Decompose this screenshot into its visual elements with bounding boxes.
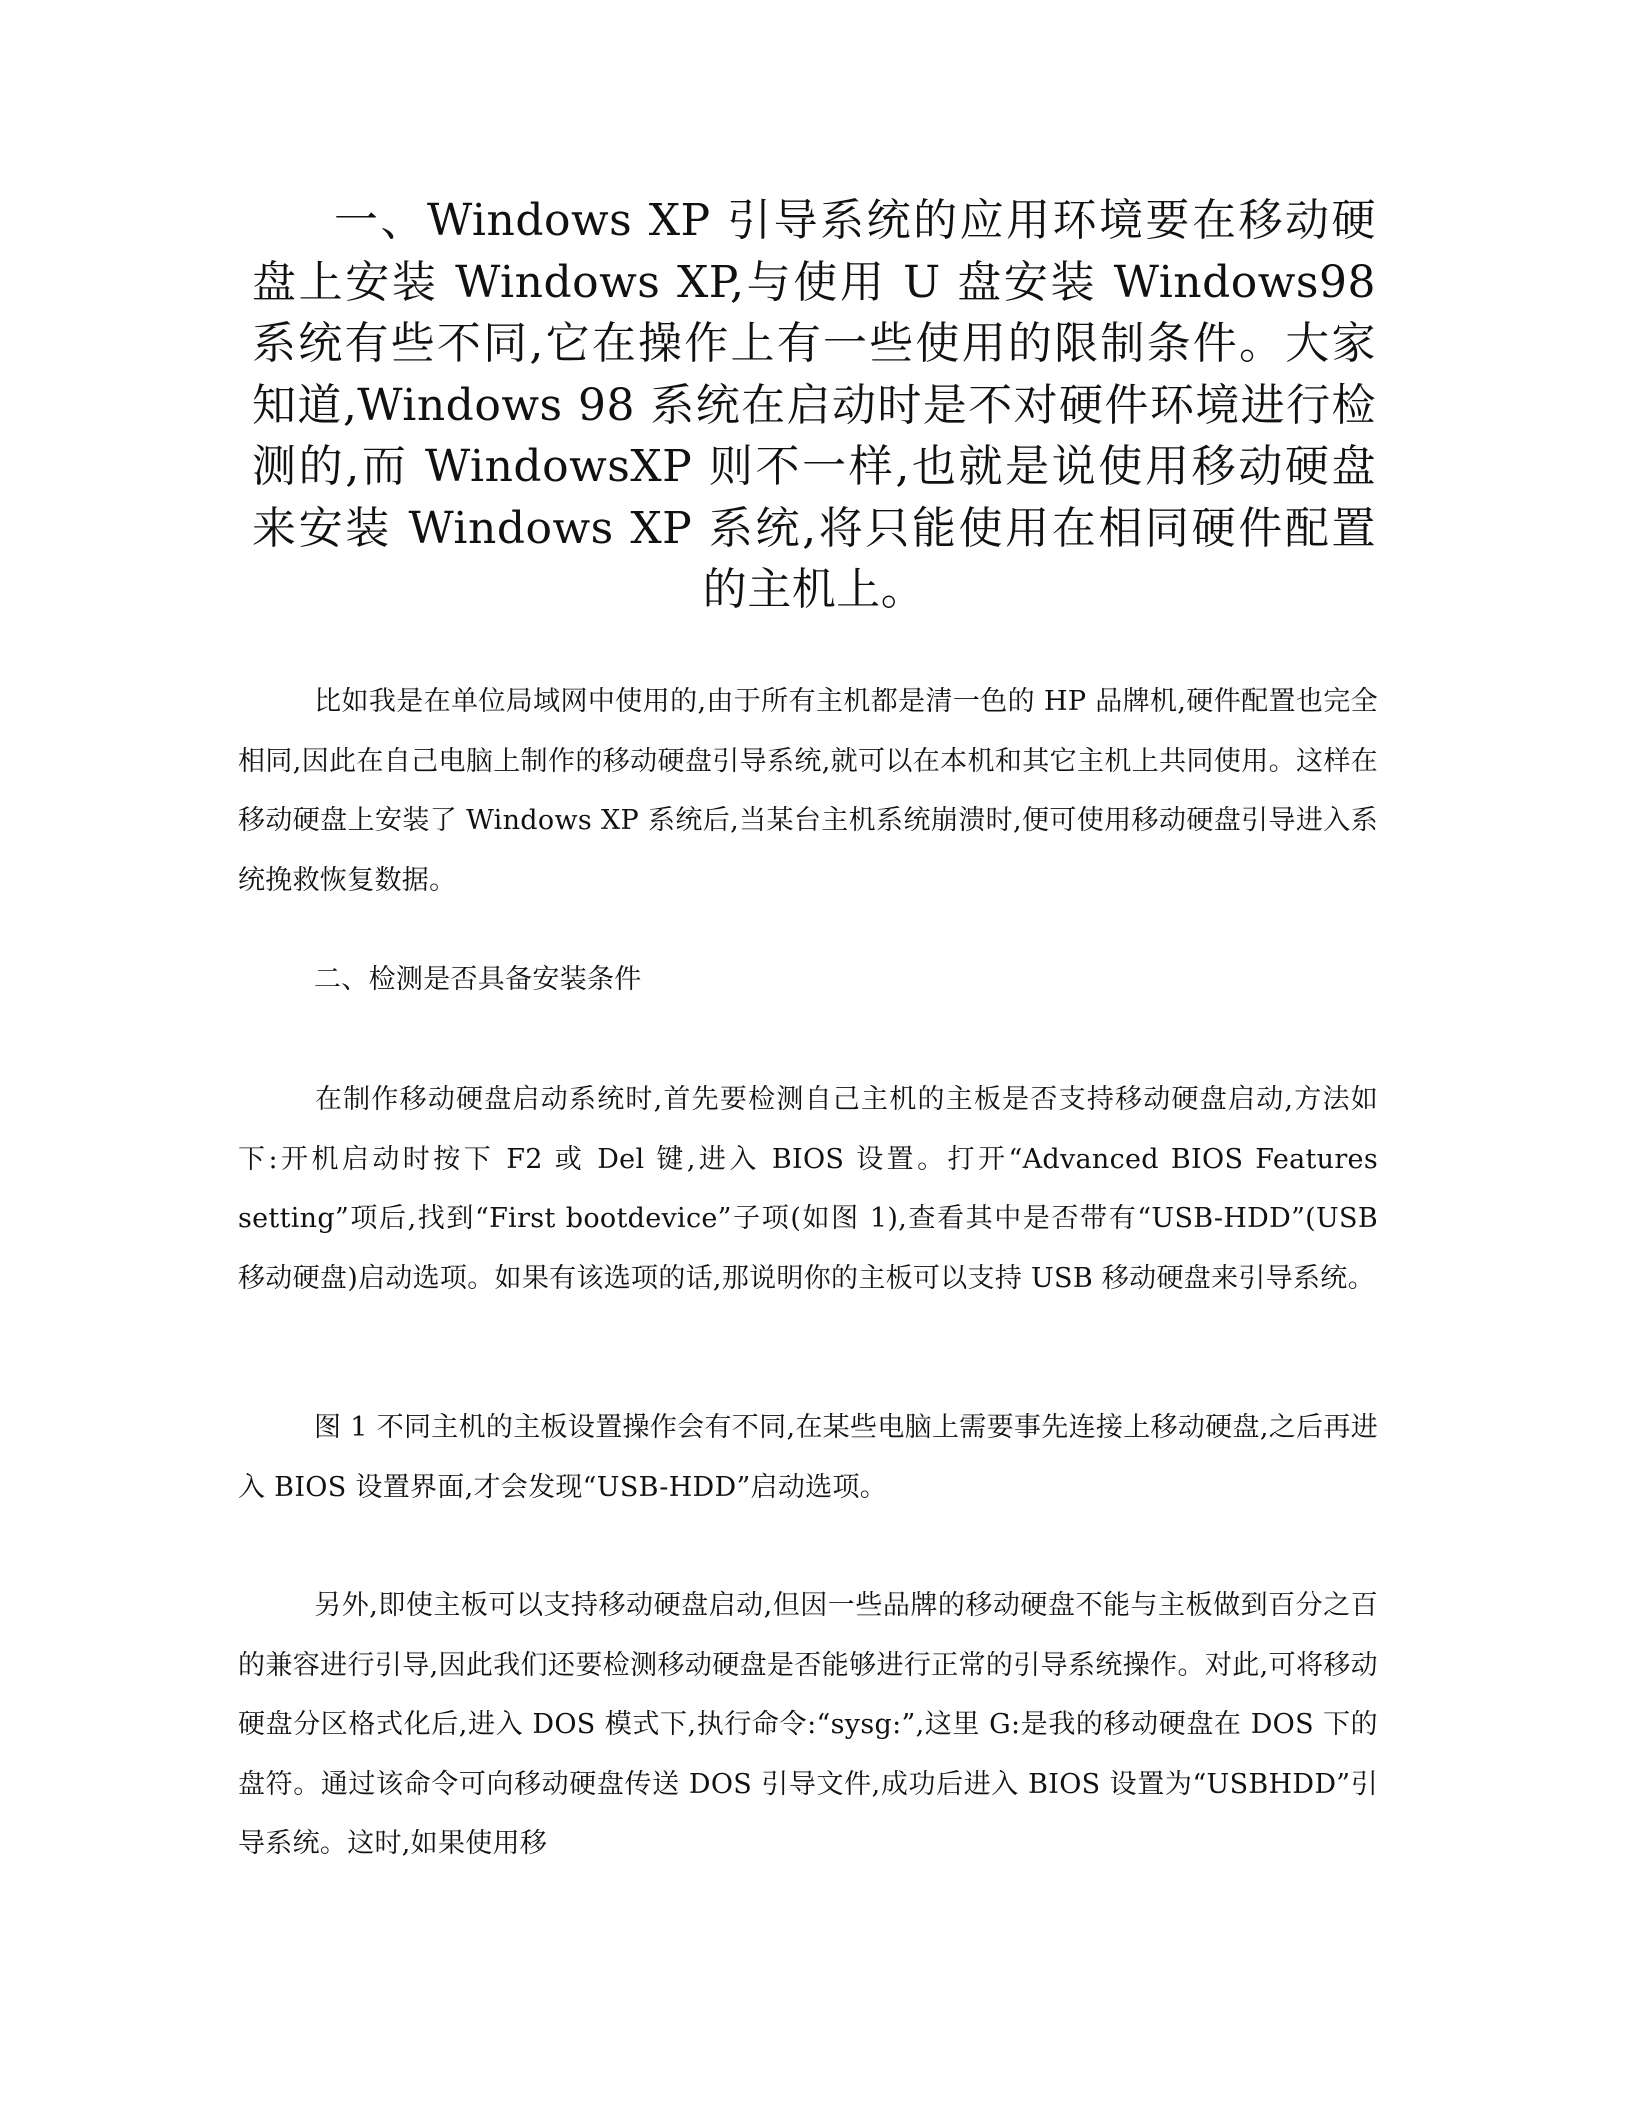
paragraph-compatibility: [238, 1576, 1378, 1874]
section-heading-2: [238, 950, 1378, 1010]
paragraph-text: 在制作移动硬盘启动系统时,首先要检测自己主机的主板是否支持移动硬盘启动,方法如下:开机启动时按下 F2 或 Del 键,进入 BIOS 设置。打开“Advanced BIOS Features setting”项后,找到“First bootdevice”子项(如图 1),查看其中是否带有“USB-HDD”(USB 移动硬盘)启动选项。如果有该选项的话,那说明你的主板可以支持 USB 移动硬盘来引导系统。: [238, 1084, 1378, 1294]
paragraph-intro: [238, 672, 1378, 910]
paragraph-figure-caption: [238, 1398, 1378, 1517]
document-title: [252, 190, 1376, 621]
paragraph-text: 图 1 不同主机的主板设置操作会有不同,在某些电脑上需要事先连接上移动硬盘,之后再进入 BIOS 设置界面,才会发现“USB-HDD”启动选项。: [238, 1412, 1378, 1503]
paragraph-text: 比如我是在单位局域网中使用的,由于所有主机都是清一色的 HP 品牌机,硬件配置也完全相同,因此在自己电脑上制作的移动硬盘引导系统,就可以在本机和其它主机上共同使用。这样在移动硬盘上安装了 Windows XP 系统后,当某台主机系统崩溃时,便可使用移动硬盘引导进入系统挽救恢复数据。: [238, 686, 1378, 896]
title-text: 一、Windows XP 引导系统的应用环境要在移动硬盘上安装 Windows XP,与使用 U 盘安装 Windows98 系统有些不同,它在操作上有一些使用的限制条件。大家知道,Windows 98 系统在启动时是不对硬件环境进行检测的,而 WindowsXP 则不一样,也就是说使用移动硬盘来安装 Windows XP 系统,将只能使用在相同硬件配置的主机上。: [252, 195, 1376, 615]
paragraph-bios-check: [238, 1070, 1378, 1308]
section-heading-text: 二、检测是否具备安装条件: [314, 964, 642, 995]
paragraph-text: 另外,即使主板可以支持移动硬盘启动,但因一些品牌的移动硬盘不能与主板做到百分之百的兼容进行引导,因此我们还要检测移动硬盘是否能够进行正常的引导系统操作。对此,可将移动硬盘分区格式化后,进入 DOS 模式下,执行命令:“sysg:”,这里 G:是我的移动硬盘在 DOS 下的盘符。通过该命令可向移动硬盘传送 DOS 引导文件,成功后进入 BIOS 设置为“USBHDD”引导系统。这时,如果使用移: [238, 1590, 1378, 1859]
